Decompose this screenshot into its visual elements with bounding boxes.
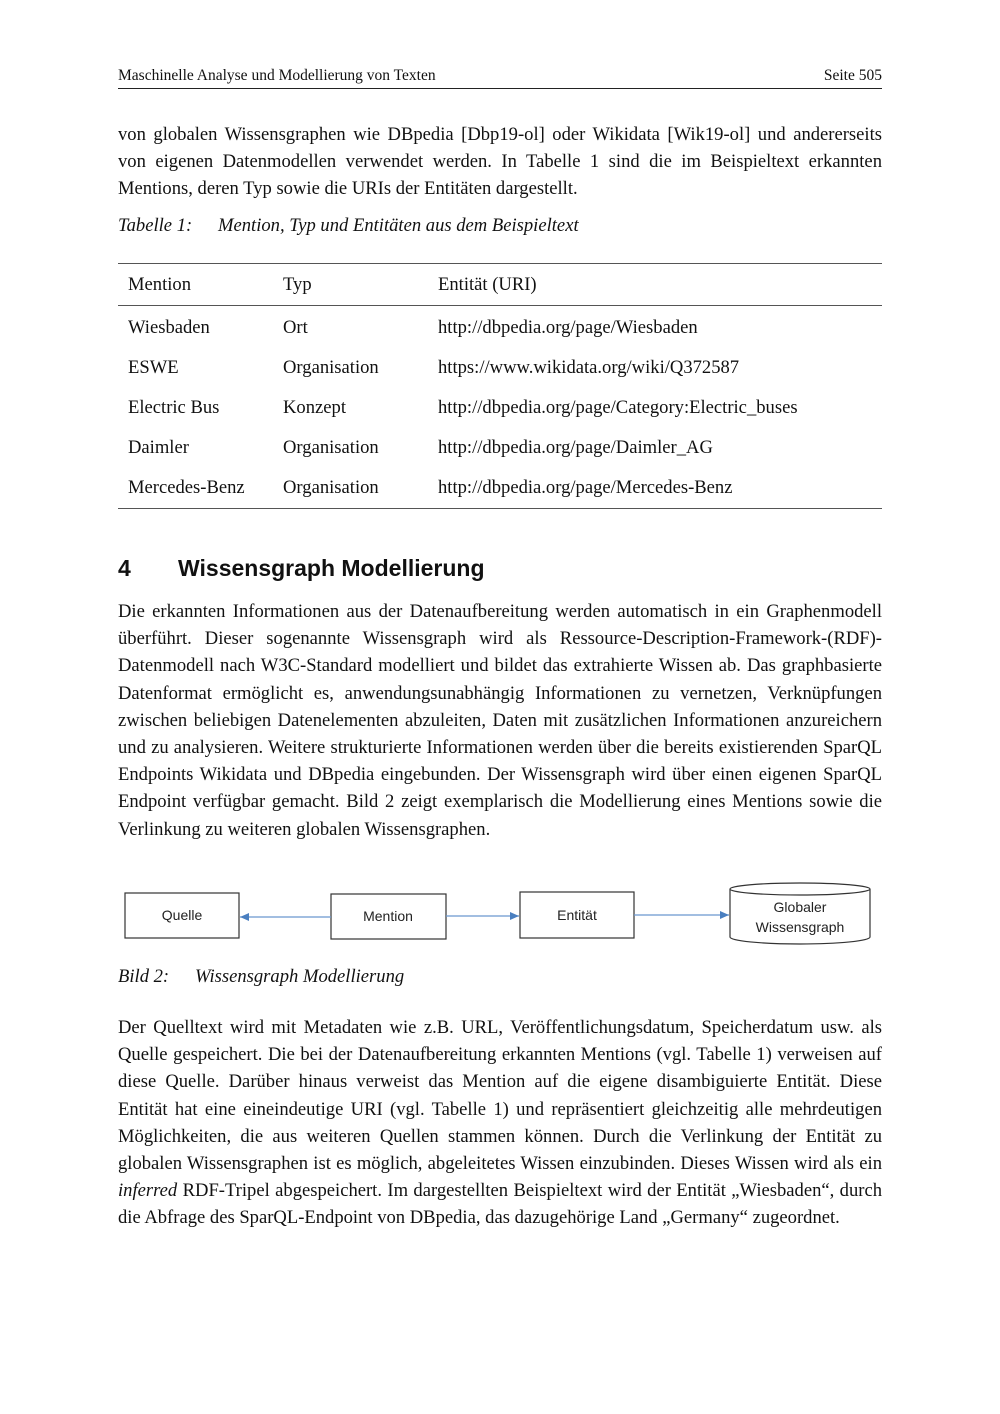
global-graph-label-line2: Wissensgraph xyxy=(755,919,845,935)
table-caption-label: Tabelle 1: xyxy=(118,215,193,236)
inferred-term: inferred xyxy=(118,1180,178,1202)
cell-uri: http://dbpedia.org/page/Mercedes-Benz xyxy=(438,477,733,498)
figure-caption-text: Wissensgraph Modellierung xyxy=(195,966,405,987)
section-heading xyxy=(118,555,485,582)
cell-typ: Organisation xyxy=(283,357,379,378)
table-header-row xyxy=(118,264,882,306)
cell-typ: Konzept xyxy=(283,397,346,418)
figure-caption-label: Bild 2: xyxy=(118,966,170,987)
cell-mention: ESWE xyxy=(128,357,179,378)
final-paragraph-part2: RDF-Tripel abgespeichert. Im dargestellten Beispieltext wird der Entität „Wiesbaden“, durch die Abfrage des SparQL-Endpoint von DBpedia, das dazugehörige Land „Germany“ zugeordnet. xyxy=(118,1180,882,1229)
table-caption xyxy=(118,215,579,237)
final-paragraph xyxy=(118,1014,882,1232)
mention-label: Mention xyxy=(363,908,413,924)
wissensgraph-diagram xyxy=(118,880,882,950)
cell-uri: https://www.wikidata.org/wiki/Q372587 xyxy=(438,357,740,378)
figure-caption xyxy=(118,966,404,988)
entitaet-label: Entität xyxy=(557,907,597,923)
cell-mention: Daimler xyxy=(128,437,189,458)
table-row xyxy=(118,388,882,428)
global-graph-node-top xyxy=(730,883,870,895)
table-row xyxy=(118,428,882,468)
final-paragraph-part1: Der Quelltext wird mit Metadaten wie z.B. URL, Veröffentlichungsdatum, Speicherdatum usw. als Quelle gespeichert. Die bei der Datenaufbereitung erkannten Mentions (vgl. Tabelle 1) verweisen auf diese Quelle. Darüber hinaus verweist das Mention auf die eigene disambiguierte Entität. Diese Entität hat eine eineindeutige URI (vgl. Tabelle 1) und repräsentiert gleichzeitig alle mehrdeutigen Möglichkeiten, die aus weiteren Quellen stammen können. Durch die Verlinkung der Entität zu globalen Wissensgraphen ist es möglich, abgeleitetes Wissen einzubinden. Dieses Wissen wird als ein xyxy=(118,1017,882,1175)
table-row xyxy=(118,306,882,349)
cell-mention: Mercedes-Benz xyxy=(128,477,245,498)
running-header xyxy=(118,64,882,89)
table-caption-text: Mention, Typ und Entitäten aus dem Beispieltext xyxy=(218,215,579,236)
quelle-label: Quelle xyxy=(161,907,203,923)
section-number: 4 xyxy=(118,555,131,581)
cell-typ: Organisation xyxy=(283,477,379,498)
global-graph-node xyxy=(730,889,870,944)
page-number: Seite 505 xyxy=(823,67,882,84)
cell-typ: Ort xyxy=(283,317,308,338)
section-title: Wissensgraph Modellierung xyxy=(178,555,485,581)
cell-uri: http://dbpedia.org/page/Category:Electric_buses xyxy=(438,397,798,418)
cell-mention: Wiesbaden xyxy=(128,317,210,338)
cell-uri: http://dbpedia.org/page/Wiesbaden xyxy=(438,317,698,338)
table-row xyxy=(118,348,882,388)
table-row xyxy=(118,468,882,509)
cell-uri: http://dbpedia.org/page/Daimler_AG xyxy=(438,437,713,458)
mention-table xyxy=(118,263,882,509)
column-header-entitaet: Entität (URI) xyxy=(438,273,537,295)
global-graph-label-line1: Globaler xyxy=(773,899,827,915)
column-header-typ: Typ xyxy=(283,273,312,295)
cell-mention: Electric Bus xyxy=(128,397,220,418)
cell-typ: Organisation xyxy=(283,437,379,458)
column-header-mention: Mention xyxy=(128,273,192,295)
intro-paragraph: von globalen Wissensgraphen wie DBpedia [Dbp19-ol] oder Wikidata [Wik19-ol] und andererseits von eigenen Datenmodellen verwendet werden. In Tabelle 1 sind die im Beispieltext erkannten Mentions, deren Typ sowie die URIs der Entitäten dargestellt. xyxy=(118,124,882,200)
running-title: Maschinelle Analyse und Modellierung von Texten xyxy=(118,67,436,84)
section-paragraph: Die erkannten Informationen aus der Datenaufbereitung werden automatisch in ein Graphenmodell überführt. Dieser sogenannte Wissensgraph wird als Ressource-Description-Framework-(RDF)-Datenmodell nach W3C-Standard modelliert und bildet das extrahierte Wissen ab. Das graphbasierte Datenformat ermöglicht es, anwendungsunabhängig Informationen zu vernetzen, Verknüpfungen zwischen beliebigen Datenelementen abzuleiten, Daten mit zusätzlichen Informationen anzureichern und zu analysieren. Weitere strukturierte Informationen werden über die bereits existierenden SparQL Endpoints Wikidata und DBpedia eingebunden. Der Wissensgraph wird über einen eigenen SparQL Endpoint verfügbar gemacht. Bild 2 zeigt exemplarisch die Modellierung eines Mentions sowie die Verlinkung zu weiteren globalen Wissensgraphen. xyxy=(118,601,882,840)
